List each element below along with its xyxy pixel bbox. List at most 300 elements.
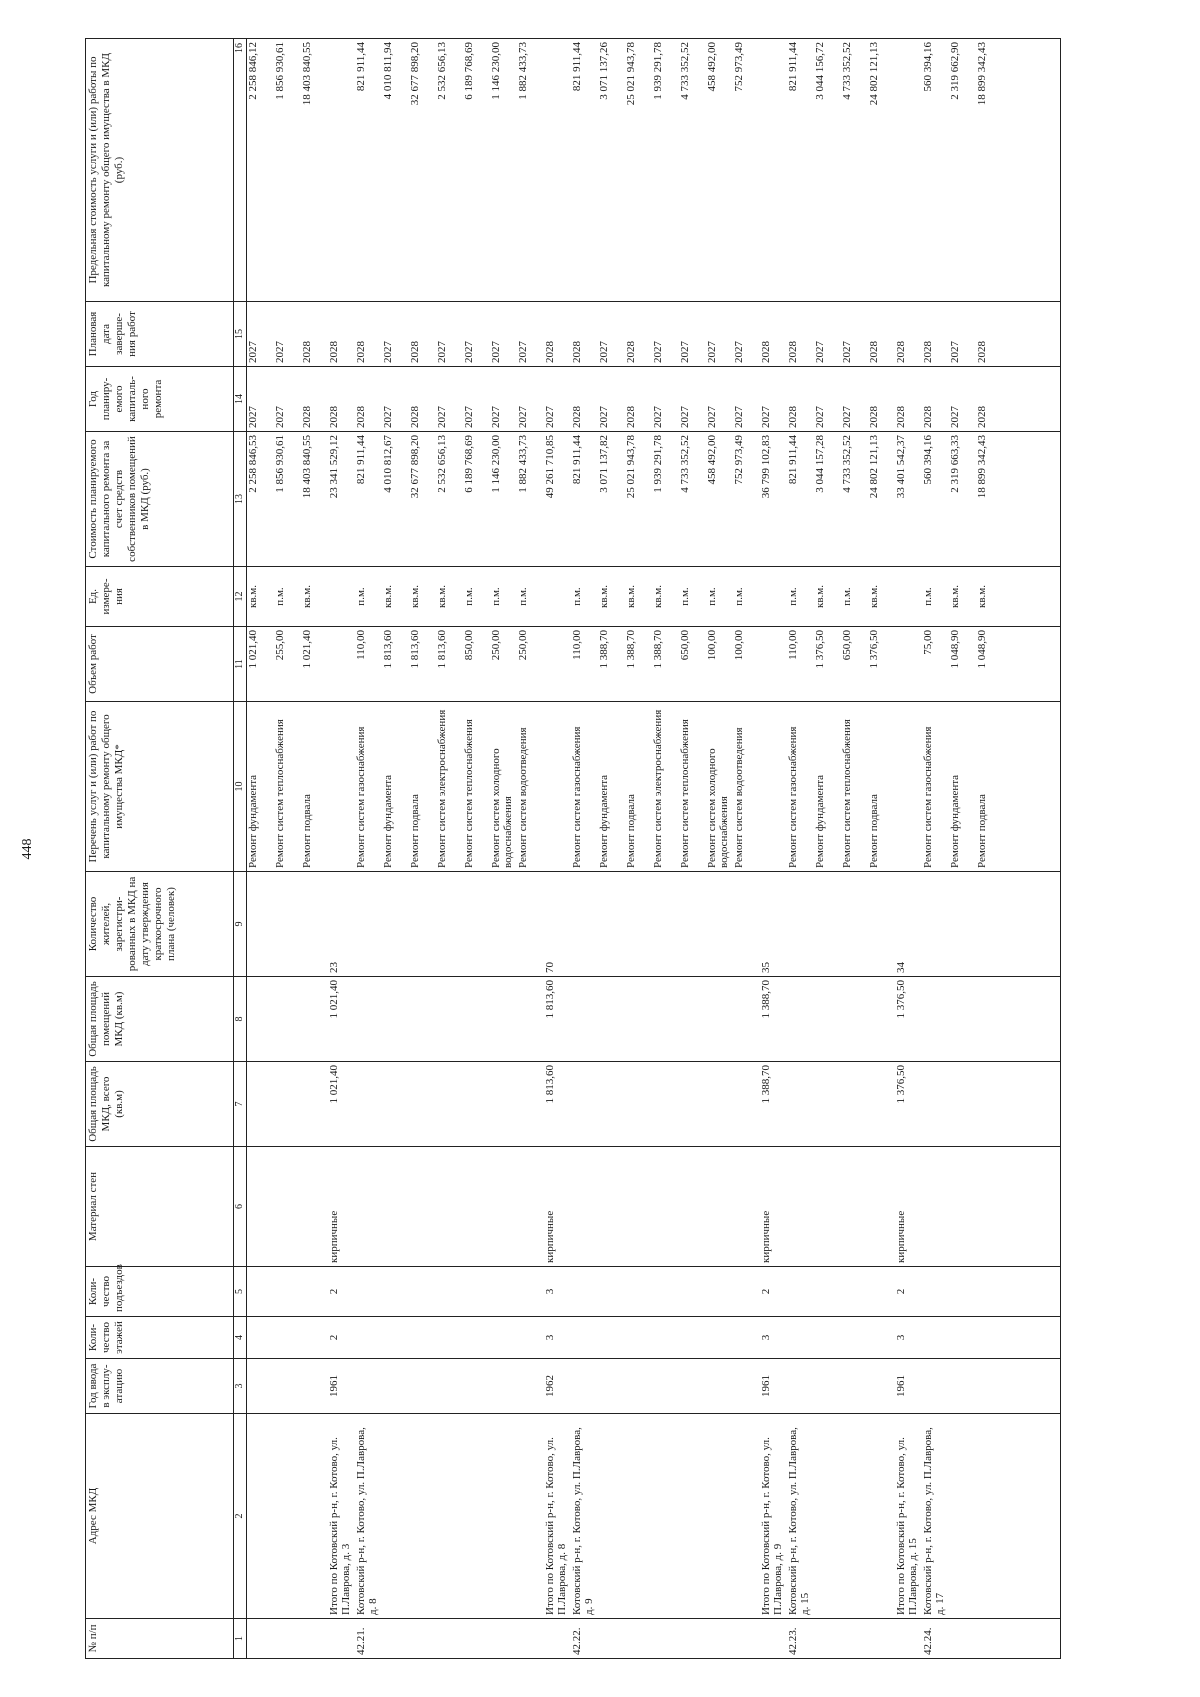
cell-unit: п.м.	[355, 587, 367, 606]
cell-addr	[301, 1414, 328, 1618]
cell-end: 2028	[544, 341, 556, 363]
cell-work: Ремонт систем газоснабжения	[787, 726, 799, 868]
cell-mat	[787, 1147, 814, 1266]
cell-vol	[895, 627, 922, 701]
cell-mat	[436, 1147, 463, 1266]
cell-addr: Итого по Котовский р-н, г. Котово, ул. П.Лаврова, д. 9	[760, 1437, 784, 1615]
cell-year	[679, 1359, 706, 1413]
cell-year: 1962	[544, 1375, 556, 1397]
cell-parea	[409, 977, 436, 1061]
cell-vol: 250,00	[517, 630, 529, 661]
cell-no	[895, 1619, 922, 1658]
cell-res	[976, 872, 1003, 976]
cell-unit: п.м.	[571, 587, 583, 606]
cell-addr: Котовский р-н, г. Котово, ул. П.Лаврова, д. 8	[355, 1427, 379, 1615]
cell-entr: 3	[544, 1288, 556, 1295]
cell-area	[733, 1062, 760, 1146]
cell-entr	[490, 1267, 517, 1316]
header-cell: Коли-чество подъездов	[86, 1267, 234, 1317]
cell-area	[679, 1062, 706, 1146]
cell-addr	[949, 1414, 976, 1618]
col-end	[247, 302, 1061, 367]
cell-cost: 18 403 840,55	[301, 435, 313, 499]
cell-parea	[598, 977, 625, 1061]
cell-unit: кв.м.	[436, 585, 448, 608]
cell-parea	[814, 977, 841, 1061]
cell-work	[760, 702, 787, 871]
cell-cost: 4 733 352,52	[841, 435, 853, 493]
cell-vol: 250,00	[490, 630, 502, 661]
cell-res	[301, 872, 328, 976]
cell-year	[301, 1359, 328, 1413]
cell-no	[490, 1619, 517, 1658]
cell-unit: кв.м.	[652, 585, 664, 608]
header-cell: Общая площадь помещений МКД (кв.м)	[86, 977, 234, 1062]
cell-end: 2027	[382, 341, 394, 363]
cell-plan-year: 2027	[679, 406, 691, 428]
cell-mat	[598, 1147, 625, 1266]
cell-cost: 4 733 352,52	[679, 435, 691, 493]
cell-work: Ремонт систем теплоснабжения	[679, 719, 691, 868]
cell-unit	[544, 567, 571, 626]
cell-mat	[922, 1147, 949, 1266]
cell-work: Ремонт систем теплоснабжения	[463, 719, 475, 868]
cell-vol: 100,00	[733, 630, 745, 661]
cell-no	[706, 1619, 733, 1658]
cell-vol: 1 376,50	[868, 630, 880, 669]
cell-addr: Котовский р-н, г. Котово, ул. П.Лаврова, д. 17	[922, 1427, 946, 1615]
cell-area	[463, 1062, 490, 1146]
cell-entr	[463, 1267, 490, 1316]
cell-floors	[976, 1317, 1003, 1358]
cell-area	[949, 1062, 976, 1146]
cell-no	[868, 1619, 895, 1658]
cell-vol: 75,00	[922, 630, 934, 655]
col-res	[247, 872, 1061, 977]
cell-addr: Итого по Котовский р-н, г. Котово, ул. П.Лаврова, д. 15	[895, 1437, 919, 1615]
cell-end: 2028	[328, 341, 340, 363]
cell-parea	[679, 977, 706, 1061]
cell-unit: п.м.	[841, 587, 853, 606]
cell-mat	[517, 1147, 544, 1266]
cell-work: Ремонт подвала	[409, 794, 421, 868]
cell-vol: 110,00	[355, 630, 367, 660]
cell-limit	[544, 39, 571, 301]
cell-work	[544, 702, 571, 871]
cell-area	[247, 1062, 274, 1146]
cell-unit: п.м.	[274, 587, 286, 606]
cell-res	[949, 872, 976, 976]
cell-limit: 3 071 137,26	[598, 42, 610, 100]
header-cell: Предельная стоимость услуги и (или) работы по капитальному ремонту общего имущества в МКД (руб.)	[86, 39, 234, 302]
cell-floors	[301, 1317, 328, 1358]
cell-plan-year: 2027	[814, 406, 826, 428]
cell-work: Ремонт систем газоснабжения	[571, 726, 583, 868]
cell-addr	[517, 1414, 544, 1618]
cell-area	[814, 1062, 841, 1146]
cell-area	[598, 1062, 625, 1146]
cell-unit: кв.м.	[382, 585, 394, 608]
cell-floors	[382, 1317, 409, 1358]
cell-floors	[679, 1317, 706, 1358]
col-mat	[247, 1147, 1061, 1267]
cell-unit	[328, 567, 355, 626]
cell-plan-year: 2027	[274, 406, 286, 428]
cell-cost: 18 899 342,43	[976, 435, 988, 499]
cell-no: 42.24.	[922, 1627, 934, 1655]
cell-end: 2028	[355, 341, 367, 363]
cell-no	[247, 1619, 274, 1658]
cell-vol: 1 388,70	[652, 630, 664, 669]
cell-res	[436, 872, 463, 976]
cell-unit	[760, 567, 787, 626]
cell-area	[490, 1062, 517, 1146]
cell-area	[787, 1062, 814, 1146]
cell-limit: 821 911,44	[787, 42, 799, 92]
cell-limit	[895, 39, 922, 301]
cell-cost: 560 394,16	[922, 435, 934, 485]
col-cost	[247, 432, 1061, 567]
cell-unit: кв.м.	[409, 585, 421, 608]
cell-limit: 1 882 433,73	[517, 42, 529, 100]
header-cell: Адрес МКД	[86, 1414, 234, 1619]
cell-mat	[247, 1147, 274, 1266]
cell-floors: 3	[760, 1334, 772, 1341]
cell-parea	[625, 977, 652, 1061]
cell-cost: 2 319 663,33	[949, 435, 961, 493]
cell-res	[490, 872, 517, 976]
cell-area	[301, 1062, 328, 1146]
cell-entr	[814, 1267, 841, 1316]
header-cell: № п/п	[86, 1619, 234, 1659]
cell-no	[517, 1619, 544, 1658]
cell-cost: 24 802 121,13	[868, 435, 880, 499]
cell-entr	[436, 1267, 463, 1316]
column-number: 7	[234, 1062, 247, 1147]
cell-entr	[517, 1267, 544, 1316]
cell-cost: 32 677 898,20	[409, 435, 421, 499]
cell-entr	[949, 1267, 976, 1316]
cell-year	[382, 1359, 409, 1413]
cell-parea	[274, 977, 301, 1061]
header-cell: Общая площадь МКД, всего (кв.м)	[86, 1062, 234, 1147]
cell-cost: 6 189 768,69	[463, 435, 475, 493]
cell-limit: 821 911,44	[355, 42, 367, 92]
cell-parea	[733, 977, 760, 1061]
cell-limit: 18 899 342,43	[976, 42, 988, 106]
cell-area	[841, 1062, 868, 1146]
cell-plan-year: 2028	[355, 406, 367, 428]
cell-year	[571, 1359, 598, 1413]
cell-area: 1 388,70	[760, 1065, 772, 1104]
header-cell: Ед. измере-ния	[86, 567, 234, 627]
cell-parea	[463, 977, 490, 1061]
column-number-row	[234, 39, 247, 1659]
cell-work: Ремонт подвала	[625, 794, 637, 868]
cell-parea	[652, 977, 679, 1061]
cell-res	[463, 872, 490, 976]
cell-mat	[625, 1147, 652, 1266]
cell-entr: 2	[328, 1288, 340, 1295]
cell-addr	[247, 1414, 274, 1618]
cell-entr	[652, 1267, 679, 1316]
cell-res	[598, 872, 625, 976]
cell-limit: 821 911,44	[571, 42, 583, 92]
cell-limit: 24 802 121,13	[868, 42, 880, 106]
cell-floors	[274, 1317, 301, 1358]
cell-no	[949, 1619, 976, 1658]
cell-end: 2028	[922, 341, 934, 363]
cell-cost: 1 856 930,61	[274, 435, 286, 493]
cell-no	[274, 1619, 301, 1658]
cell-addr	[598, 1414, 625, 1618]
column-number: 5	[234, 1267, 247, 1317]
cell-floors	[841, 1317, 868, 1358]
cell-cost: 4 010 812,67	[382, 435, 394, 493]
cell-plan-year: 2027	[706, 406, 718, 428]
cell-end: 2027	[598, 341, 610, 363]
cell-res: 70	[544, 962, 556, 973]
cell-plan-year: 2027	[382, 406, 394, 428]
cell-unit: кв.м.	[868, 585, 880, 608]
cell-parea: 1 021,40	[328, 980, 340, 1019]
header-cell: Коли-чество этажей	[86, 1317, 234, 1359]
cell-cost: 3 044 157,28	[814, 435, 826, 493]
cell-floors	[922, 1317, 949, 1358]
cell-no	[436, 1619, 463, 1658]
cell-end: 2027	[274, 341, 286, 363]
cell-year	[355, 1359, 382, 1413]
cell-area: 1 376,50	[895, 1065, 907, 1104]
cell-mat: кирпичные	[895, 1210, 907, 1263]
cell-parea	[355, 977, 382, 1061]
cell-entr	[976, 1267, 1003, 1316]
cell-year	[841, 1359, 868, 1413]
cell-year	[922, 1359, 949, 1413]
cell-res	[274, 872, 301, 976]
cell-parea	[571, 977, 598, 1061]
cell-parea	[247, 977, 274, 1061]
cell-year	[247, 1359, 274, 1413]
cell-res	[652, 872, 679, 976]
cell-work: Ремонт систем водоотведения	[733, 727, 745, 868]
cell-end: 2028	[760, 341, 772, 363]
cell-cost: 1 146 230,00	[490, 435, 502, 493]
cell-res	[571, 872, 598, 976]
column-number: 3	[234, 1359, 247, 1414]
cell-work: Ремонт систем электроснабжения	[652, 709, 664, 868]
cell-res	[922, 872, 949, 976]
cell-year	[625, 1359, 652, 1413]
cell-work: Ремонт подвала	[976, 794, 988, 868]
cell-unit: п.м.	[733, 587, 745, 606]
cell-year	[787, 1359, 814, 1413]
cell-no	[544, 1619, 571, 1658]
cell-work: Ремонт систем водоотведения	[517, 727, 529, 868]
cell-res	[733, 872, 760, 976]
cell-plan-year: 2027	[841, 406, 853, 428]
cell-unit: кв.м.	[598, 585, 610, 608]
cell-floors	[409, 1317, 436, 1358]
cell-floors	[787, 1317, 814, 1358]
cell-parea	[949, 977, 976, 1061]
cell-area	[922, 1062, 949, 1146]
cell-limit: 2 319 662,90	[949, 42, 961, 100]
cell-res	[625, 872, 652, 976]
cell-cost: 821 911,44	[787, 435, 799, 485]
cell-res	[382, 872, 409, 976]
cell-year	[409, 1359, 436, 1413]
cell-unit: кв.м.	[814, 585, 826, 608]
cell-addr: Котовский р-н, г. Котово, ул. П.Лаврова, д. 15	[787, 1427, 811, 1615]
col-plan-year	[247, 367, 1061, 432]
cell-entr	[679, 1267, 706, 1316]
cell-end: 2027	[733, 341, 745, 363]
cell-limit	[328, 39, 355, 301]
cell-res	[679, 872, 706, 976]
cell-area	[382, 1062, 409, 1146]
cell-floors	[652, 1317, 679, 1358]
cell-year	[706, 1359, 733, 1413]
cell-cost: 821 911,44	[355, 435, 367, 485]
cell-limit	[760, 39, 787, 301]
cell-floors	[706, 1317, 733, 1358]
cell-entr	[382, 1267, 409, 1316]
cell-cost: 3 071 137,82	[598, 435, 610, 493]
cell-mat	[463, 1147, 490, 1266]
column-number: 14	[234, 367, 247, 432]
header-cell: Объем работ	[86, 627, 234, 702]
column-number: 13	[234, 432, 247, 567]
cell-no	[301, 1619, 328, 1658]
cell-mat	[355, 1147, 382, 1266]
cell-addr	[382, 1414, 409, 1618]
cell-unit: кв.м.	[976, 585, 988, 608]
cell-no	[463, 1619, 490, 1658]
cell-mat	[409, 1147, 436, 1266]
cell-work: Ремонт систем холодного водоснабжения	[706, 748, 730, 868]
cell-end: 2027	[436, 341, 448, 363]
table-body-row	[247, 39, 1061, 1659]
cell-addr: Итого по Котовский р-н, г. Котово, ул. П.Лаврова, д. 8	[544, 1437, 568, 1615]
cell-year	[868, 1359, 895, 1413]
cell-end: 2027	[814, 341, 826, 363]
cell-res	[868, 872, 895, 976]
header-cell: Год планиру-емого капиталь-ного ремонта	[86, 367, 234, 432]
column-number: 11	[234, 627, 247, 702]
cell-plan-year: 2028	[571, 406, 583, 428]
cell-parea	[382, 977, 409, 1061]
cell-no	[760, 1619, 787, 1658]
cell-mat	[949, 1147, 976, 1266]
cell-vol: 650,00	[841, 630, 853, 661]
col-no	[247, 1619, 1061, 1659]
cell-addr	[436, 1414, 463, 1618]
col-entr	[247, 1267, 1061, 1317]
cell-res	[247, 872, 274, 976]
cell-year	[490, 1359, 517, 1413]
column-number: 4	[234, 1317, 247, 1359]
cell-area: 1 021,40	[328, 1065, 340, 1104]
cell-end: 2027	[652, 341, 664, 363]
cell-vol: 110,00	[571, 630, 583, 660]
cell-floors: 3	[895, 1334, 907, 1341]
header-cell: Плановая дата заверше-ния работ	[86, 302, 234, 367]
cell-no: 42.23.	[787, 1627, 799, 1655]
cell-floors	[814, 1317, 841, 1358]
cell-no	[598, 1619, 625, 1658]
cell-limit: 25 021 943,78	[625, 42, 637, 106]
cell-end: 2027	[463, 341, 475, 363]
cell-plan-year: 2028	[922, 406, 934, 428]
cell-floors	[436, 1317, 463, 1358]
cell-vol: 650,00	[679, 630, 691, 661]
cell-parea	[841, 977, 868, 1061]
cell-end: 2028	[976, 341, 988, 363]
col-parea	[247, 977, 1061, 1062]
cell-entr: 2	[760, 1288, 772, 1295]
header-cell: Материал стен	[86, 1147, 234, 1267]
cell-area: 1 813,60	[544, 1065, 556, 1104]
cell-plan-year: 2027	[760, 406, 772, 428]
cell-year	[463, 1359, 490, 1413]
cell-work: Ремонт систем газоснабжения	[922, 726, 934, 868]
cell-area	[436, 1062, 463, 1146]
cell-parea	[706, 977, 733, 1061]
cell-no	[382, 1619, 409, 1658]
cell-mat	[868, 1147, 895, 1266]
cell-floors	[355, 1317, 382, 1358]
cell-plan-year: 2027	[652, 406, 664, 428]
cell-limit: 18 403 840,55	[301, 42, 313, 106]
cell-plan-year: 2028	[625, 406, 637, 428]
column-number: 15	[234, 302, 247, 367]
cell-entr	[625, 1267, 652, 1316]
cell-plan-year: 2027	[598, 406, 610, 428]
cell-area	[355, 1062, 382, 1146]
cell-year: 1961	[328, 1375, 340, 1397]
cell-res	[706, 872, 733, 976]
cell-limit: 1 939 291,78	[652, 42, 664, 100]
cell-res	[841, 872, 868, 976]
cell-limit: 1 146 230,00	[490, 42, 502, 100]
cell-area	[652, 1062, 679, 1146]
cell-mat	[976, 1147, 1003, 1266]
cell-entr	[706, 1267, 733, 1316]
cell-no	[814, 1619, 841, 1658]
cell-limit: 458 492,00	[706, 42, 718, 92]
cell-floors	[868, 1317, 895, 1358]
cell-plan-year: 2027	[490, 406, 502, 428]
header-row	[86, 39, 234, 1659]
col-addr	[247, 1414, 1061, 1619]
cell-no: 42.21.	[355, 1627, 367, 1655]
cell-vol: 1 813,60	[436, 630, 448, 669]
cell-vol: 1 813,60	[382, 630, 394, 669]
cell-entr	[355, 1267, 382, 1316]
cell-end: 2028	[787, 341, 799, 363]
cell-no	[976, 1619, 1003, 1658]
cell-vol: 1 388,70	[598, 630, 610, 669]
cell-year	[652, 1359, 679, 1413]
cell-plan-year: 2027	[949, 406, 961, 428]
cell-addr: Котовский р-н, г. Котово, ул. П.Лаврова, д. 9	[571, 1427, 595, 1615]
cell-plan-year: 2027	[517, 406, 529, 428]
cell-entr	[571, 1267, 598, 1316]
cell-addr	[625, 1414, 652, 1618]
cell-vol: 1 048,90	[976, 630, 988, 669]
cell-no	[328, 1619, 355, 1658]
